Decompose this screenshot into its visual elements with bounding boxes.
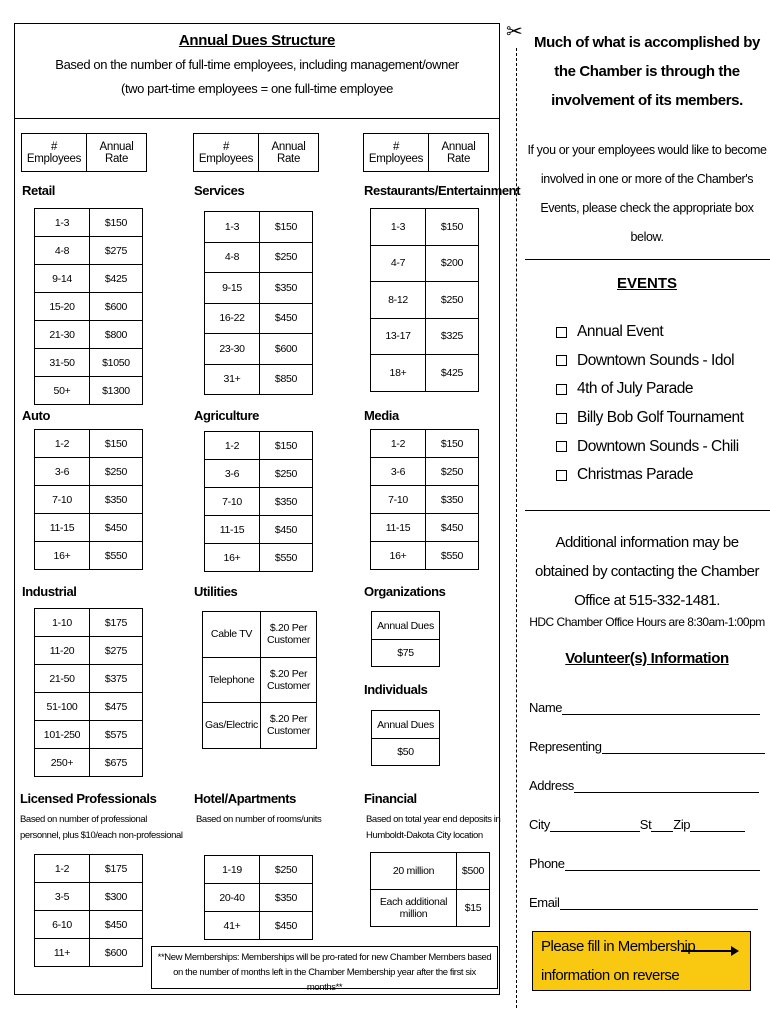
table-row xyxy=(35,265,143,293)
tier-cell: 1-2 xyxy=(35,430,90,458)
individuals-head: Annual Dues xyxy=(372,711,440,739)
events-list xyxy=(556,318,743,490)
category-financial: Financial xyxy=(364,791,417,806)
checkbox[interactable] xyxy=(556,327,567,338)
tier-cell: 23-30 xyxy=(205,334,260,365)
rate-cell: $.20 Per Customer xyxy=(261,612,317,658)
tier-cell: 3-6 xyxy=(205,460,260,488)
tier-cell: 9-14 xyxy=(35,265,90,293)
events-title: EVENTS xyxy=(616,275,677,292)
tier-cell: 16+ xyxy=(205,544,260,572)
field-label: Email xyxy=(529,895,560,910)
table-row xyxy=(205,432,313,460)
tier-cell: Gas/Electric xyxy=(203,703,261,749)
tier-cell: 4-8 xyxy=(35,237,90,265)
table-row xyxy=(35,609,143,637)
rate-cell: $350 xyxy=(260,884,313,912)
table-row xyxy=(371,209,479,246)
table-row xyxy=(35,430,143,458)
table-row xyxy=(371,355,479,392)
rate-cell: $150 xyxy=(260,212,313,243)
divider xyxy=(525,259,770,260)
representing-field[interactable] xyxy=(529,739,765,754)
rate-cell: $250 xyxy=(426,282,479,319)
rate-cell: $325 xyxy=(426,318,479,355)
table-row xyxy=(371,282,479,319)
field-label: Zip xyxy=(673,817,691,832)
table-row xyxy=(205,884,313,912)
rate-cell: $250 xyxy=(90,458,143,486)
table-row xyxy=(205,912,313,940)
hotel-note: Based on number of rooms/units xyxy=(196,814,322,825)
table-row xyxy=(35,911,143,939)
city-state-zip-field[interactable] xyxy=(529,817,745,832)
tier-cell: 11-15 xyxy=(371,514,426,542)
checkbox[interactable] xyxy=(556,413,567,424)
tier-cell: 11-20 xyxy=(35,637,90,665)
tier-cell: 31+ xyxy=(205,364,260,395)
rate-cell: $150 xyxy=(90,430,143,458)
event-item[interactable] xyxy=(556,404,743,433)
header-subtitle-note: (two part-time employees = one full-time employee xyxy=(121,81,393,96)
tier-cell: 250+ xyxy=(35,749,90,777)
table-row xyxy=(371,542,479,570)
rate-cell: $150 xyxy=(90,209,143,237)
tier-cell: 7-10 xyxy=(205,488,260,516)
rate-cell: $575 xyxy=(90,721,143,749)
field-label: City xyxy=(529,817,550,832)
rate-header: Annual Rate xyxy=(429,134,489,172)
rate-cell: $250 xyxy=(260,856,313,884)
field-label: Address xyxy=(529,778,574,793)
table-row xyxy=(205,516,313,544)
industrial-rate-table xyxy=(34,608,143,777)
tier-cell: 3-6 xyxy=(371,458,426,486)
category-retail: Retail xyxy=(22,183,56,198)
employees-header: # Employees xyxy=(364,134,429,172)
category-individuals: Individuals xyxy=(364,682,428,697)
tier-cell: 1-3 xyxy=(35,209,90,237)
rate-cell: $550 xyxy=(260,544,313,572)
column-header-restaurants xyxy=(363,133,489,172)
category-utilities: Utilities xyxy=(194,584,238,599)
office-hours: HDC Chamber Office Hours are 8:30am-1:00pm xyxy=(529,615,765,629)
rate-cell: $600 xyxy=(260,334,313,365)
tier-cell: 21-30 xyxy=(35,321,90,349)
rate-cell: $.20 Per Customer xyxy=(261,657,317,703)
tier-cell: 51-100 xyxy=(35,693,90,721)
rate-cell: $550 xyxy=(90,542,143,570)
retail-rate-table xyxy=(34,208,143,405)
services-rate-table xyxy=(204,211,313,395)
tier-cell: Telephone xyxy=(203,657,261,703)
rate-cell: $175 xyxy=(90,609,143,637)
name-field[interactable] xyxy=(529,700,760,715)
table-row xyxy=(205,856,313,884)
table-row xyxy=(205,460,313,488)
table-row xyxy=(35,883,143,911)
table-row xyxy=(205,303,313,334)
organizations-value: $75 xyxy=(372,640,440,667)
volunteer-title: Volunteer(s) Information xyxy=(565,650,729,667)
events-description: If you or your employees would like to become involved in one or more of the Chamber's Events, please check the appropriate box below. xyxy=(527,143,767,244)
employees-header: # Employees xyxy=(194,134,259,172)
phone-field[interactable] xyxy=(529,856,760,871)
hotel-rate-table xyxy=(204,855,313,940)
divider xyxy=(525,510,770,511)
table-row xyxy=(205,212,313,243)
tier-cell: 4-7 xyxy=(371,245,426,282)
event-label: Billy Bob Golf Tournament xyxy=(577,409,744,427)
rate-cell: $150 xyxy=(260,432,313,460)
fill-reminder xyxy=(532,931,751,991)
email-field[interactable] xyxy=(529,895,758,910)
tier-cell: 11-15 xyxy=(35,514,90,542)
tier-cell: 4-8 xyxy=(205,242,260,273)
column-header-retail xyxy=(21,133,147,172)
table-row xyxy=(371,245,479,282)
tier-cell: 1-2 xyxy=(35,855,90,883)
organizations-head: Annual Dues xyxy=(372,612,440,640)
tier-cell: 18+ xyxy=(371,355,426,392)
tier-cell: 11-15 xyxy=(205,516,260,544)
tier-cell: 6-10 xyxy=(35,911,90,939)
table-row xyxy=(35,377,143,405)
table-row xyxy=(35,721,143,749)
address-field[interactable] xyxy=(529,778,759,793)
rate-cell: $450 xyxy=(260,303,313,334)
table-row xyxy=(205,334,313,365)
rate-cell: $150 xyxy=(426,430,479,458)
rate-cell: $425 xyxy=(426,355,479,392)
rate-cell: $350 xyxy=(426,486,479,514)
tier-cell: 1-3 xyxy=(371,209,426,246)
tier-cell: 20-40 xyxy=(205,884,260,912)
checkbox[interactable] xyxy=(556,441,567,452)
table-row xyxy=(35,514,143,542)
rate-cell: $500 xyxy=(457,853,490,890)
event-label: 4th of July Parade xyxy=(577,380,693,398)
fill-line-1: Please fill in Membership xyxy=(541,938,696,955)
rate-cell: $375 xyxy=(90,665,143,693)
column-header-services xyxy=(193,133,319,172)
table-row xyxy=(371,318,479,355)
table-row xyxy=(35,939,143,967)
footnote: **New Memberships: Memberships will be pro-rated for new Chamber Members based on the number of months left in the Chamber Membership year after the first six months** xyxy=(151,946,498,989)
rate-cell: $450 xyxy=(90,911,143,939)
field-label: St xyxy=(639,817,652,832)
table-row xyxy=(371,458,479,486)
tier-cell: 8-12 xyxy=(371,282,426,319)
table-row xyxy=(205,242,313,273)
table-row xyxy=(371,486,479,514)
rate-cell: $600 xyxy=(90,939,143,967)
header-subtitle: Based on the number of full-time employees, including management/owner xyxy=(55,57,459,72)
table-row xyxy=(203,657,317,703)
table-row xyxy=(35,209,143,237)
table-row xyxy=(35,321,143,349)
tier-cell: 1-10 xyxy=(35,609,90,637)
table-row xyxy=(205,273,313,304)
financial-note: Based on total year end deposits in Humboldt-Dakota City location xyxy=(366,814,501,841)
tier-cell: 41+ xyxy=(205,912,260,940)
tier-cell: Cable TV xyxy=(203,612,261,658)
rate-cell: $550 xyxy=(426,542,479,570)
table-row xyxy=(35,637,143,665)
table-row xyxy=(35,458,143,486)
tier-cell: 1-2 xyxy=(205,432,260,460)
rate-cell: $275 xyxy=(90,637,143,665)
rate-cell: $350 xyxy=(90,486,143,514)
event-label: Christmas Parade xyxy=(577,466,694,484)
auto-rate-table xyxy=(34,429,143,570)
rate-cell: $350 xyxy=(260,488,313,516)
media-rate-table xyxy=(370,429,479,570)
tier-cell: 50+ xyxy=(35,377,90,405)
checkbox[interactable] xyxy=(556,384,567,395)
licensed-rate-table xyxy=(34,854,143,967)
tier-cell: 7-10 xyxy=(35,486,90,514)
rate-cell: $600 xyxy=(90,293,143,321)
event-item[interactable] xyxy=(556,318,743,347)
rate-header: Annual Rate xyxy=(87,134,147,172)
tier-cell: 1-2 xyxy=(371,430,426,458)
table-row xyxy=(35,349,143,377)
rate-cell: $250 xyxy=(260,460,313,488)
tier-cell: 13-17 xyxy=(371,318,426,355)
rate-header: Annual Rate xyxy=(259,134,319,172)
intro-text: Much of what is accomplished by the Chamber is through the involvement of its members. xyxy=(534,34,760,109)
event-item[interactable] xyxy=(556,461,743,490)
tier-cell: Each additional million xyxy=(371,890,457,927)
table-row xyxy=(205,544,313,572)
tier-cell: 16+ xyxy=(371,542,426,570)
tier-cell: 3-5 xyxy=(35,883,90,911)
checkbox[interactable] xyxy=(556,470,567,481)
rate-cell: $250 xyxy=(260,242,313,273)
table-row xyxy=(371,514,479,542)
rate-cell: $675 xyxy=(90,749,143,777)
tier-cell: 3-6 xyxy=(35,458,90,486)
rate-cell: $175 xyxy=(90,855,143,883)
utilities-rate-table xyxy=(202,611,317,749)
category-media: Media xyxy=(364,408,399,423)
tier-cell: 16+ xyxy=(35,542,90,570)
rate-cell: $275 xyxy=(90,237,143,265)
category-organizations: Organizations xyxy=(364,584,446,599)
table-row xyxy=(35,693,143,721)
field-label: Phone xyxy=(529,856,565,871)
agriculture-rate-table xyxy=(204,431,313,572)
event-label: Downtown Sounds - Chili xyxy=(577,437,739,455)
event-item[interactable] xyxy=(556,432,743,461)
tier-cell: 7-10 xyxy=(371,486,426,514)
field-label: Name xyxy=(529,700,563,715)
tier-cell: 31-50 xyxy=(35,349,90,377)
table-row xyxy=(205,488,313,516)
event-item[interactable] xyxy=(556,375,743,404)
rate-cell: $300 xyxy=(90,883,143,911)
cut-line xyxy=(516,48,517,1008)
category-hotel: Hotel/Apartments xyxy=(194,791,296,806)
tier-cell: 101-250 xyxy=(35,721,90,749)
individuals-value: $50 xyxy=(372,739,440,766)
table-row xyxy=(35,293,143,321)
header-box xyxy=(14,23,500,119)
tier-cell: 15-20 xyxy=(35,293,90,321)
rate-cell: $450 xyxy=(260,912,313,940)
rate-cell: $425 xyxy=(90,265,143,293)
rate-cell: $850 xyxy=(260,364,313,395)
rate-cell: $250 xyxy=(426,458,479,486)
table-row xyxy=(203,703,317,749)
category-auto: Auto xyxy=(22,408,50,423)
tier-cell: 20 million xyxy=(371,853,457,890)
contact-info: Additional information may be obtained by contacting the Chamber Office at 515-332-1481. xyxy=(535,534,759,609)
category-agriculture: Agriculture xyxy=(194,408,259,423)
tier-cell: 1-19 xyxy=(205,856,260,884)
rate-cell: $350 xyxy=(260,273,313,304)
event-label: Downtown Sounds - Idol xyxy=(577,351,735,369)
rate-cell: $800 xyxy=(90,321,143,349)
checkbox[interactable] xyxy=(556,355,567,366)
table-row xyxy=(35,665,143,693)
tier-cell: 9-15 xyxy=(205,273,260,304)
rate-cell: $475 xyxy=(90,693,143,721)
rate-cell: $450 xyxy=(260,516,313,544)
fill-line-2: information on reverse xyxy=(541,967,680,984)
category-restaurants: Restaurants/Entertainment xyxy=(364,183,521,198)
tier-cell: 11+ xyxy=(35,939,90,967)
event-item[interactable] xyxy=(556,347,743,376)
table-row xyxy=(205,364,313,395)
table-row xyxy=(35,542,143,570)
tier-cell: 16-22 xyxy=(205,303,260,334)
category-licensed: Licensed Professionals xyxy=(20,791,157,806)
table-row xyxy=(35,486,143,514)
licensed-note: Based on number of professional personnel, plus $10/each non-professional xyxy=(20,814,183,841)
individuals-dues-table xyxy=(371,710,440,766)
rate-cell: $200 xyxy=(426,245,479,282)
arrow-right-icon xyxy=(681,945,739,957)
employees-header: # Employees xyxy=(22,134,87,172)
table-row xyxy=(371,430,479,458)
page-title: Annual Dues Structure xyxy=(178,32,336,49)
tier-cell: 21-50 xyxy=(35,665,90,693)
rate-cell: $450 xyxy=(426,514,479,542)
organizations-dues-table xyxy=(371,611,440,667)
table-row xyxy=(35,855,143,883)
rate-cell: $15 xyxy=(457,890,490,927)
rate-cell: $150 xyxy=(426,209,479,246)
table-row xyxy=(371,853,490,890)
event-label: Annual Event xyxy=(577,323,664,341)
rate-cell: $450 xyxy=(90,514,143,542)
rate-cell: $1050 xyxy=(90,349,143,377)
table-row xyxy=(35,749,143,777)
category-services: Services xyxy=(194,183,245,198)
restaurants-rate-table xyxy=(370,208,479,392)
category-industrial: Industrial xyxy=(22,584,77,599)
rate-cell: $.20 Per Customer xyxy=(261,703,317,749)
rate-cell: $1300 xyxy=(90,377,143,405)
field-label: Representing xyxy=(529,739,602,754)
financial-rate-table xyxy=(370,852,490,927)
table-row xyxy=(35,237,143,265)
table-row xyxy=(203,612,317,658)
table-row xyxy=(371,890,490,927)
tier-cell: 1-3 xyxy=(205,212,260,243)
scissors-icon: ✂ xyxy=(506,21,523,43)
